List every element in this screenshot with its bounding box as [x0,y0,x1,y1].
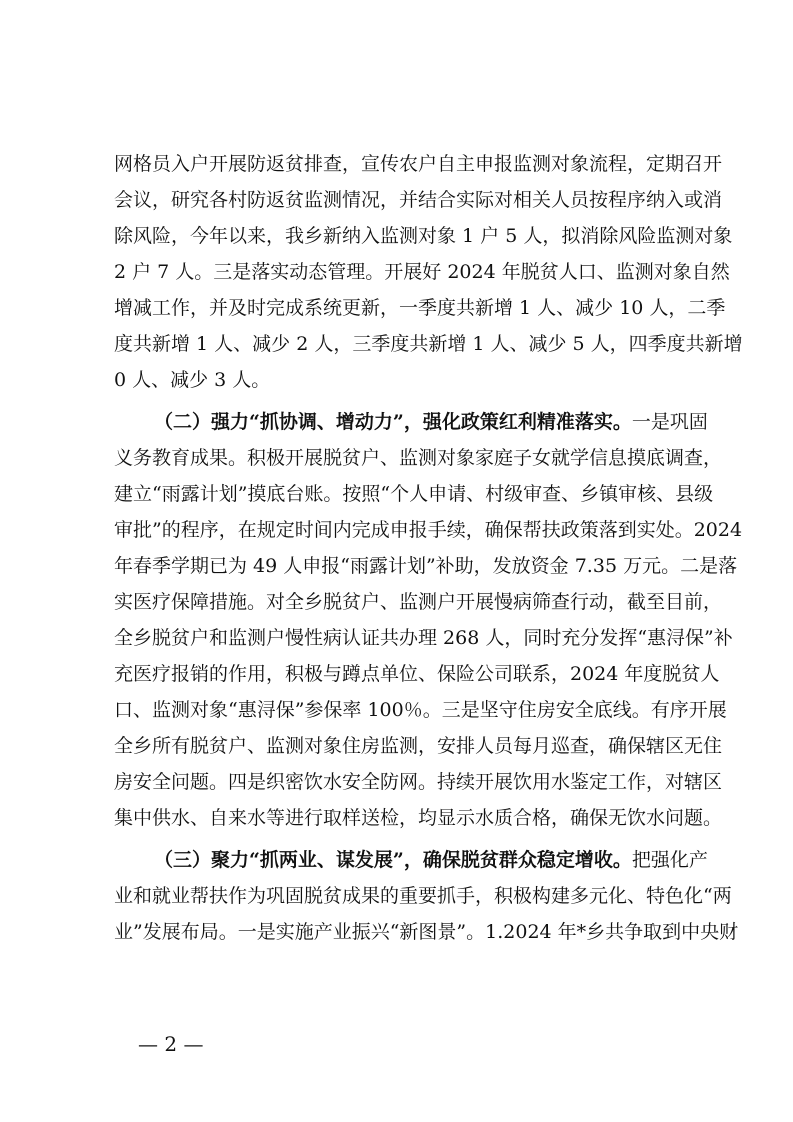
section-2-heading: （二）强力“抓协调、增动力”，强化政策红利精准落实。 [154,411,632,433]
section-3-first-line [154,843,708,877]
text-line: 全乡所有脱贫户、监测对象住房监测，安排人员每月巡查，确保辖区无住 [114,735,723,757]
text-line: 审批”的程序，在规定时间内完成申报手续，确保帮扶政策落到实处。2024 [114,519,743,541]
text-line: 口、监测对象“惠浔保”参保率 100％。三是坚守住房安全底线。有序开展 [114,699,727,721]
text-line: 全乡脱贫户和监测户慢性病认证共办理 268 人，同时充分发挥“惠浔保”补 [114,627,733,649]
text-line: 业”发展布局。一是实施产业振兴“新图景”。1.2024 年*乡共争取到中央财 [114,921,739,943]
text-line: 2 户 7 人。三是落实动态管理。开展好 2024 年脱贫人口、监测对象自然 [114,261,730,283]
section-3-text: 把强化产 [631,849,708,871]
text-line: 年春季学期已为 49 人申报“雨露计划”补助，发放资金 7.35 万元。二是落 [114,555,738,577]
text-line: 会议，研究各村防返贫监测情况，并结合实际对相关人员按程序纳入或消 [114,189,723,211]
section-2-text: 一是巩固 [631,411,708,433]
text-line: 集中供水、自来水等进行取样送检，均显示水质合格，确保无饮水问题。 [114,807,723,829]
text-line: 房安全问题。四是织密饮水安全防网。持续开展饮用水鉴定工作，对辖区 [114,771,723,793]
text-line: 充医疗报销的作用，积极与蹲点单位、保险公司联系，2024 年度脱贫人 [114,663,720,685]
text-line: 建立“雨露计划”摸底台账。按照“个人申请、村级审查、乡镇审核、县级 [114,483,714,505]
text-line: 网格员入户开展防返贫排查，宣传农户自主申报监测对象流程，定期召开 [114,153,723,175]
page-number: — 2 — [138,1032,204,1056]
text-line: 业和就业帮扶作为巩固脱贫成果的重要抓手，积极构建多元化、特色化“两 [114,885,732,907]
section-3-heading: （三）聚力“抓两业、谋发展”，确保脱贫群众稳定增收。 [154,849,632,871]
text-line: 除风险，今年以来，我乡新纳入监测对象 1 户 5 人，拟消除风险监测对象 [114,225,733,247]
text-line: 增减工作，并及时完成系统更新，一季度共新增 1 人、减少 10 人，二季 [114,297,726,319]
text-line: 度共新增 1 人、减少 2 人，三季度共新增 1 人、减少 5 人，四季度共新增 [114,333,743,355]
text-line: 义务教育成果。积极开展脱贫户、监测对象家庭子女就学信息摸底调查， [114,447,723,469]
section-2-first-line [154,405,708,439]
text-line: 0 人、减少 3 人。 [114,369,271,391]
text-line: 实医疗保障措施。对全乡脱贫户、监测户开展慢病筛查行动，截至目前， [114,591,723,613]
